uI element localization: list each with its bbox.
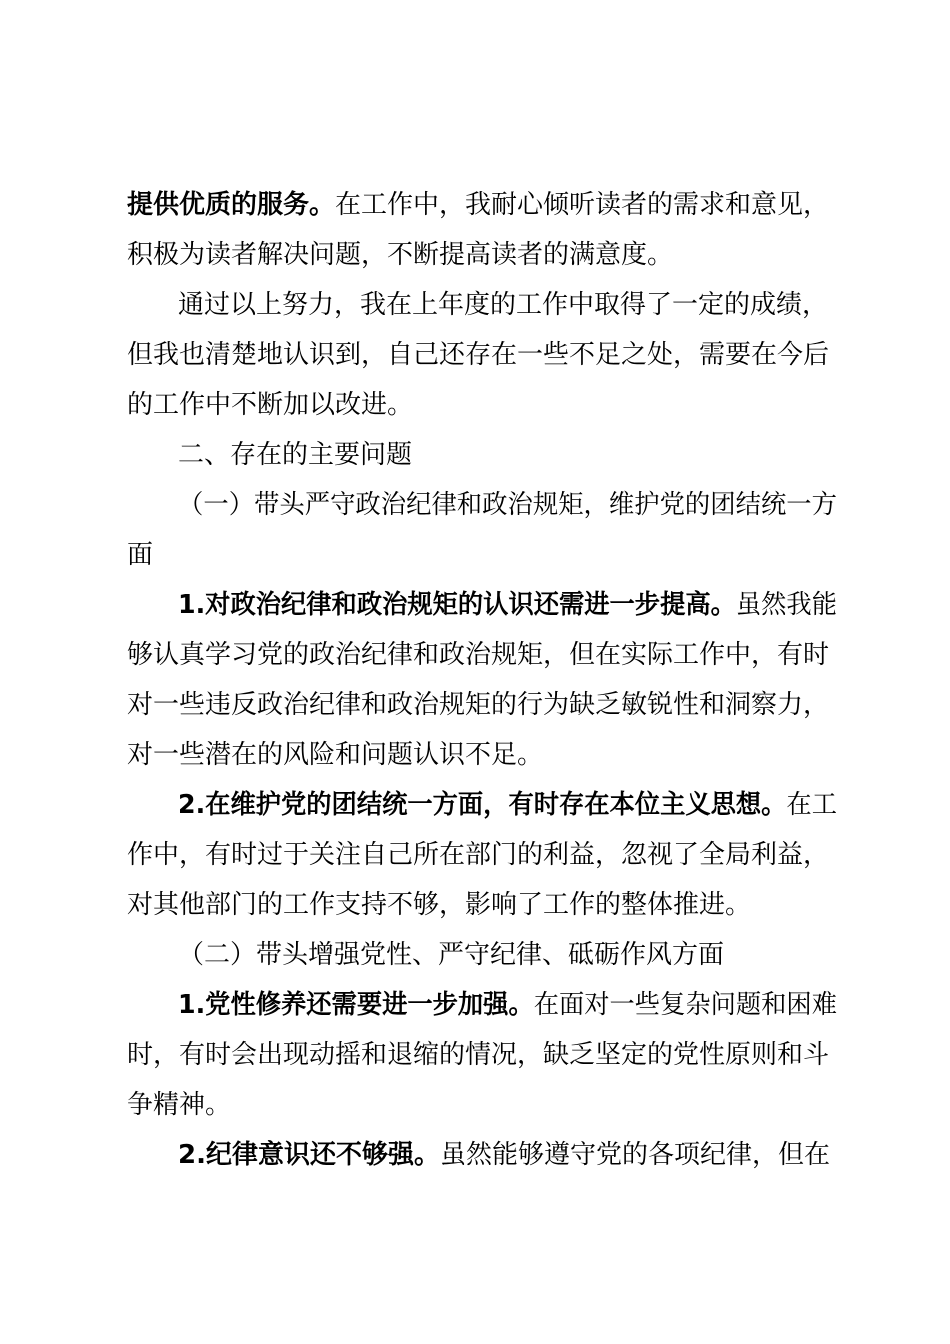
subsection-heading: （一）带头严守政治纪律和政治规矩，维护党的团结统一方 bbox=[178, 490, 838, 520]
text-line: 够认真学习党的政治纪律和政治规矩，但在实际工作中，有时 bbox=[127, 640, 830, 670]
text-line: 的工作中不断加以改进。 bbox=[127, 390, 414, 420]
text-line: 对一些违反政治纪律和政治规矩的行为缺乏敏锐性和洞察力， bbox=[127, 690, 830, 720]
line-text: 在工 bbox=[786, 790, 837, 820]
text-line bbox=[178, 1130, 830, 1180]
text-line: 争精神。 bbox=[127, 1090, 232, 1120]
text-line: 积极为读者解决问题，不断提高读者的满意度。 bbox=[127, 240, 674, 270]
text-line: 但我也清楚地认识到，自己还存在一些不足之处，需要在今后 bbox=[127, 340, 830, 370]
subsection-heading-cont: 面 bbox=[127, 540, 154, 570]
bold-lead: 2.纪律意识还不够强。 bbox=[178, 1140, 440, 1170]
text-line: 对其他部门的工作支持不够，影响了工作的整体推进。 bbox=[127, 890, 752, 920]
line-text: 在面对一些复杂问题和困难 bbox=[533, 990, 837, 1020]
text-line bbox=[178, 580, 837, 630]
text-line: 对一些潜在的风险和问题认识不足。 bbox=[127, 740, 544, 770]
line-text: 虽然我能 bbox=[735, 590, 837, 620]
bold-lead: 2.在维护党的团结统一方面，有时存在本位主义思想。 bbox=[178, 790, 787, 820]
text-line bbox=[178, 780, 837, 830]
text-line bbox=[127, 180, 829, 230]
line-text: 在工作中，我耐心倾听读者的需求和意见， bbox=[335, 190, 830, 220]
bold-lead: 1.对政治纪律和政治规矩的认识还需进一步提高。 bbox=[178, 590, 736, 620]
bold-lead: 1.党性修养还需要进一步加强。 bbox=[178, 990, 534, 1020]
text-line: 通过以上努力，我在上年度的工作中取得了一定的成绩， bbox=[178, 290, 829, 320]
text-line: 时，有时会出现动摇和退缩的情况，缺乏坚定的党性原则和斗 bbox=[127, 1040, 830, 1070]
section-heading: 二、存在的主要问题 bbox=[178, 440, 413, 470]
line-text: 虽然能够遵守党的各项纪律，但在 bbox=[439, 1140, 830, 1170]
text-line bbox=[178, 980, 837, 1030]
subsection-heading: （二）带头增强党性、严守纪律、砥砺作风方面 bbox=[178, 940, 725, 970]
text-line: 作中，有时过于关注自己所在部门的利益，忽视了全局利益， bbox=[127, 840, 830, 870]
bold-lead: 提供优质的服务。 bbox=[127, 190, 336, 220]
